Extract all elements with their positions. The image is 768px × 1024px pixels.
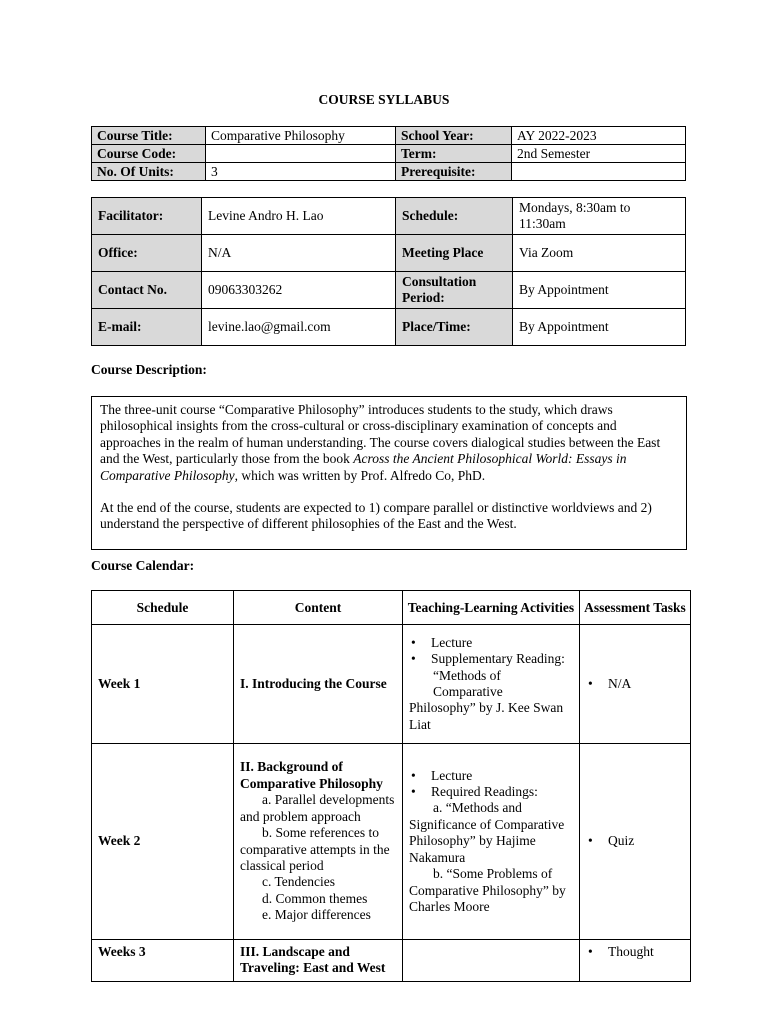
- table-row: [92, 163, 686, 181]
- table-row: [92, 145, 686, 163]
- week-3-assessment: [580, 940, 691, 982]
- schedule-value: Mondays, 8:30am to 11:30am: [513, 198, 686, 235]
- reading-author-line: Philosophy” by J. Kee Swan Liat: [409, 700, 564, 732]
- consultation-value: By Appointment: [513, 272, 686, 309]
- content-item: a. Parallel developments: [262, 792, 395, 808]
- prerequisite-value: [512, 163, 686, 181]
- week-2-schedule: Week 2: [92, 744, 234, 940]
- prerequisite-label: Prerequisite:: [396, 163, 512, 181]
- week-2-content: [234, 744, 403, 940]
- reading-line: b. “Some Problems of: [433, 866, 553, 882]
- week-2-assessment: [580, 744, 691, 940]
- content-item: c. Tendencies: [262, 874, 336, 890]
- facilitator-value: Levine Andro H. Lao: [202, 198, 396, 235]
- page-title: COURSE SYLLABUS: [318, 92, 450, 107]
- week-3-activities: [403, 940, 580, 982]
- week-3-content: III. Landscape and Traveling: East and West: [234, 940, 403, 982]
- consultation-label: Consultation Period:: [396, 272, 513, 309]
- week-1-schedule: Week 1: [92, 625, 234, 744]
- email-label: E-mail:: [92, 309, 202, 346]
- week-1-activities: [403, 625, 580, 744]
- meeting-place-value: Via Zoom: [513, 235, 686, 272]
- content-item: b. Some references to: [262, 825, 379, 841]
- column-header-activities: Teaching-Learning Activities: [403, 591, 580, 625]
- list-item: • Lecture: [409, 635, 573, 651]
- week-2-assessment-list: [586, 833, 684, 849]
- place-time-value: By Appointment: [513, 309, 686, 346]
- description-paragraph: [100, 402, 680, 484]
- week-1-assessment: [580, 625, 691, 744]
- course-title-label: Course Title:: [92, 127, 206, 145]
- table-header-row: [92, 591, 691, 625]
- column-header-schedule: Schedule: [92, 591, 234, 625]
- table-row: [92, 272, 686, 309]
- course-description-box: [91, 396, 687, 550]
- course-description-heading: Course Description:: [91, 362, 207, 377]
- units-label: No. Of Units:: [92, 163, 206, 181]
- course-info-table: [91, 126, 686, 181]
- course-calendar-heading: Course Calendar:: [91, 558, 195, 573]
- week-3-schedule: Weeks 3: [92, 940, 234, 982]
- reading-line: Comparative Philosophy” by Charles Moore: [409, 882, 566, 914]
- table-row: [92, 235, 686, 272]
- content-item: e. Major differences: [262, 907, 371, 923]
- description-tail: , which was written by Prof. Alfredo Co, PhD.: [234, 467, 486, 483]
- reading-line: Significance of Comparative Philosophy” by Hajime Nakamura: [409, 816, 565, 865]
- schedule-label: Schedule:: [396, 198, 513, 235]
- email-value: levine.lao@gmail.com: [202, 309, 396, 346]
- office-label: Office:: [92, 235, 202, 272]
- week-2-content-title: II. Background of Comparative Philosophy: [240, 759, 383, 791]
- list-item: • Thought: [586, 944, 684, 960]
- reading-title-line: “Methods of Comparative: [433, 667, 503, 699]
- week-2-activity-list: [409, 768, 573, 801]
- week-1-content: I. Introducing the Course: [234, 625, 403, 744]
- term-value: 2nd Semester: [512, 145, 686, 163]
- week-3-assessment-list: [586, 944, 684, 960]
- description-text: The three-unit course “Comparative Philosophy” introduces students to the study, which draws philosophical insights from the cross-cultural or cross-disciplinary examination of concepts and approaches in the realm of human understanding. The course covers dialogical studies between the East and the West, particularly those from the book: [100, 402, 661, 467]
- facilitator-label: Facilitator:: [92, 198, 202, 235]
- table-row: [92, 625, 691, 744]
- course-title-value: Comparative Philosophy: [206, 127, 396, 145]
- table-row: [92, 198, 686, 235]
- content-item: d. Common themes: [262, 890, 368, 906]
- place-time-label: Place/Time:: [396, 309, 513, 346]
- meeting-place-label: Meeting Place: [396, 235, 513, 272]
- table-row: [92, 127, 686, 145]
- table-row: [92, 744, 691, 940]
- reading-line: a. “Methods and: [433, 800, 522, 816]
- description-outcomes: At the end of the course, students are expected to 1) compare parallel or distinctive worldviews and 2) understand the perspective of different philosophies of the East and the West.: [100, 500, 652, 532]
- course-code-label: Course Code:: [92, 145, 206, 163]
- school-year-value: AY 2022-2023: [512, 127, 686, 145]
- contact-value: 09063303262: [202, 272, 396, 309]
- book-title: Across the Ancient Philosophical World: Essays in Comparative Philosophy: [100, 451, 627, 483]
- week-1-assessment-list: [586, 676, 684, 692]
- week-2-activities: [403, 744, 580, 940]
- list-item: • Supplementary Reading:: [409, 651, 573, 667]
- school-year-label: School Year:: [396, 127, 512, 145]
- facilitator-info-table: [91, 197, 686, 346]
- units-value: 3: [206, 163, 396, 181]
- week-1-activity-list: [409, 635, 573, 668]
- course-code-value: [206, 145, 396, 163]
- list-item: • Lecture: [409, 768, 573, 784]
- course-calendar-table: [91, 590, 691, 982]
- contact-label: Contact No.: [92, 272, 202, 309]
- list-item: • N/A: [586, 676, 684, 692]
- office-value: N/A: [202, 235, 396, 272]
- column-header-assessment: Assessment Tasks: [580, 591, 691, 625]
- table-row: [92, 940, 691, 982]
- term-label: Term:: [396, 145, 512, 163]
- list-item: • Quiz: [586, 833, 684, 849]
- list-item: • Required Readings:: [409, 784, 573, 800]
- column-header-content: Content: [234, 591, 403, 625]
- content-item: comparative attempts in the classical period: [240, 841, 390, 873]
- table-row: [92, 309, 686, 346]
- content-item: and problem approach: [240, 808, 361, 824]
